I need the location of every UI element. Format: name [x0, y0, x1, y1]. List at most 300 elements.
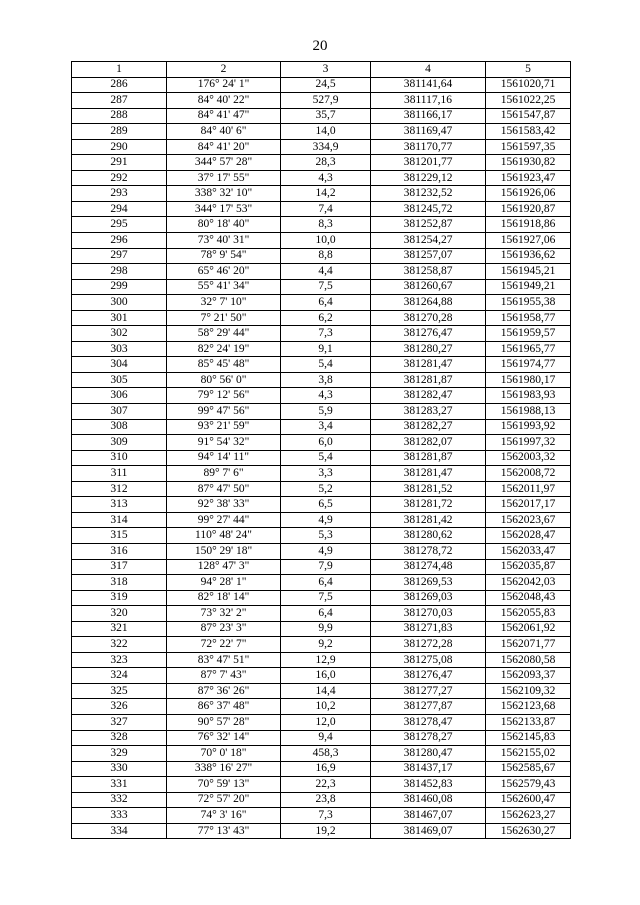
- table-cell: 324: [72, 668, 167, 684]
- table-cell: 381245,72: [371, 201, 486, 217]
- table-cell: 381270,28: [371, 310, 486, 326]
- table-cell: 6,2: [281, 310, 371, 326]
- table-cell: 92° 38' 33": [167, 497, 281, 513]
- table-cell: 381258,87: [371, 264, 486, 280]
- table-cell: 381437,17: [371, 761, 486, 777]
- table-cell: 89° 7' 6": [167, 466, 281, 482]
- table-cell: 35,7: [281, 108, 371, 124]
- table-cell: 1562579,43: [486, 777, 571, 793]
- table-cell: 338° 32' 10": [167, 186, 281, 202]
- table-cell: 381229,12: [371, 170, 486, 186]
- table-cell: 7,3: [281, 326, 371, 342]
- table-row: [72, 528, 571, 544]
- table-cell: 4,4: [281, 264, 371, 280]
- table-cell: 381260,67: [371, 279, 486, 295]
- table-cell: 3,8: [281, 372, 371, 388]
- table-cell: 381280,27: [371, 341, 486, 357]
- table-row: [72, 264, 571, 280]
- table-cell: 381277,87: [371, 699, 486, 715]
- table-cell: 334,9: [281, 139, 371, 155]
- table-cell: 23,8: [281, 792, 371, 808]
- table-cell: 309: [72, 435, 167, 451]
- table-row: [72, 295, 571, 311]
- table-cell: 87° 36' 26": [167, 683, 281, 699]
- table-cell: 381281,52: [371, 481, 486, 497]
- table-cell: 99° 27' 44": [167, 512, 281, 528]
- table-cell: 329: [72, 746, 167, 762]
- table-row: [72, 808, 571, 824]
- table-cell: 381281,47: [371, 466, 486, 482]
- table-cell: 331: [72, 777, 167, 793]
- table-cell: 313: [72, 497, 167, 513]
- table-cell: 296: [72, 233, 167, 249]
- table-cell: 381281,87: [371, 372, 486, 388]
- table-row: [72, 186, 571, 202]
- table-cell: 316: [72, 543, 167, 559]
- table-cell: 381170,77: [371, 139, 486, 155]
- table-row: [72, 777, 571, 793]
- table-cell: 303: [72, 341, 167, 357]
- table-row: [72, 543, 571, 559]
- table-cell: 381280,62: [371, 528, 486, 544]
- table-cell: 294: [72, 201, 167, 217]
- table-cell: 1561547,87: [486, 108, 571, 124]
- table-cell: 94° 14' 11": [167, 450, 281, 466]
- table-cell: 110° 48' 24": [167, 528, 281, 544]
- table-cell: 9,4: [281, 730, 371, 746]
- table-cell: 7° 21' 50": [167, 310, 281, 326]
- table-cell: 288: [72, 108, 167, 124]
- table-cell: 1562048,43: [486, 590, 571, 606]
- table-cell: 1561923,47: [486, 170, 571, 186]
- column-header: 2: [167, 62, 281, 78]
- table-body: [72, 77, 571, 839]
- table-cell: 1561945,21: [486, 264, 571, 280]
- header-row: [72, 62, 571, 78]
- table-cell: 78° 9' 54": [167, 248, 281, 264]
- table-row: [72, 124, 571, 140]
- table-cell: 8,3: [281, 217, 371, 233]
- table-cell: 1562042,03: [486, 575, 571, 591]
- table-row: [72, 637, 571, 653]
- table-row: [72, 730, 571, 746]
- table-cell: 6,0: [281, 435, 371, 451]
- table-cell: 14,0: [281, 124, 371, 140]
- table-row: [72, 792, 571, 808]
- table-cell: 381254,27: [371, 233, 486, 249]
- table-cell: 381467,07: [371, 808, 486, 824]
- table-cell: 65° 46' 20": [167, 264, 281, 280]
- table-cell: 22,3: [281, 777, 371, 793]
- table-cell: 1561993,92: [486, 419, 571, 435]
- table-cell: 6,4: [281, 606, 371, 622]
- table-cell: 1561597,35: [486, 139, 571, 155]
- table-cell: 6,4: [281, 295, 371, 311]
- table-cell: 1562109,32: [486, 683, 571, 699]
- table-row: [72, 590, 571, 606]
- table-cell: 344° 57' 28": [167, 155, 281, 171]
- table-cell: 1562155,02: [486, 746, 571, 762]
- table-cell: 1562630,27: [486, 823, 571, 839]
- table-cell: 84° 41' 20": [167, 139, 281, 155]
- table-cell: 7,5: [281, 590, 371, 606]
- table-cell: 458,3: [281, 746, 371, 762]
- table-cell: 301: [72, 310, 167, 326]
- table-header: [72, 62, 571, 78]
- table-cell: 73° 40' 31": [167, 233, 281, 249]
- table-cell: 381201,77: [371, 155, 486, 171]
- table-cell: 84° 40' 22": [167, 93, 281, 109]
- table-cell: 1562071,77: [486, 637, 571, 653]
- table-cell: 16,9: [281, 761, 371, 777]
- table-cell: 381272,28: [371, 637, 486, 653]
- coordinates-table: [71, 61, 571, 839]
- page-number: 20: [312, 38, 328, 54]
- table-cell: 1562585,67: [486, 761, 571, 777]
- table-cell: 79° 12' 56": [167, 388, 281, 404]
- table-cell: 304: [72, 357, 167, 373]
- table-cell: 314: [72, 512, 167, 528]
- table-cell: 1562023,67: [486, 512, 571, 528]
- table-cell: 381271,83: [371, 621, 486, 637]
- table-cell: 291: [72, 155, 167, 171]
- table-cell: 10,2: [281, 699, 371, 715]
- table-cell: 381282,27: [371, 419, 486, 435]
- table-cell: 305: [72, 372, 167, 388]
- table-cell: 381282,47: [371, 388, 486, 404]
- table-cell: 1562123,68: [486, 699, 571, 715]
- table-cell: 325: [72, 683, 167, 699]
- table-cell: 381280,47: [371, 746, 486, 762]
- table-cell: 74° 3' 16": [167, 808, 281, 824]
- table-cell: 85° 45' 48": [167, 357, 281, 373]
- table-cell: 1562145,83: [486, 730, 571, 746]
- table-cell: 1561997,32: [486, 435, 571, 451]
- table-cell: 5,2: [281, 481, 371, 497]
- table-cell: 381166,17: [371, 108, 486, 124]
- table-cell: 87° 47' 50": [167, 481, 281, 497]
- table-cell: 10,0: [281, 233, 371, 249]
- table-cell: 1562055,83: [486, 606, 571, 622]
- table-cell: 300: [72, 295, 167, 311]
- table-cell: 381232,52: [371, 186, 486, 202]
- table-cell: 299: [72, 279, 167, 295]
- table-cell: 318: [72, 575, 167, 591]
- table-cell: 1561949,21: [486, 279, 571, 295]
- table-cell: 1562623,27: [486, 808, 571, 824]
- table-row: [72, 341, 571, 357]
- table-cell: 12,0: [281, 714, 371, 730]
- table-cell: 295: [72, 217, 167, 233]
- table-cell: 381117,16: [371, 93, 486, 109]
- table-cell: 286: [72, 77, 167, 93]
- table-cell: 381257,07: [371, 248, 486, 264]
- table-cell: 1561918,86: [486, 217, 571, 233]
- table-cell: 527,9: [281, 93, 371, 109]
- table-cell: 1561936,62: [486, 248, 571, 264]
- table-row: [72, 310, 571, 326]
- table-cell: 307: [72, 404, 167, 420]
- table-cell: 1561926,06: [486, 186, 571, 202]
- table-cell: 1561980,17: [486, 372, 571, 388]
- table-cell: 292: [72, 170, 167, 186]
- table-cell: 5,4: [281, 450, 371, 466]
- table-cell: 381141,64: [371, 77, 486, 93]
- table-cell: 381281,87: [371, 450, 486, 466]
- table-cell: 7,5: [281, 279, 371, 295]
- table-cell: 381277,27: [371, 683, 486, 699]
- table-cell: 1561930,82: [486, 155, 571, 171]
- table-cell: 332: [72, 792, 167, 808]
- table-cell: 381469,07: [371, 823, 486, 839]
- table-cell: 381274,48: [371, 559, 486, 575]
- table-cell: 1562061,92: [486, 621, 571, 637]
- table-cell: 381278,47: [371, 714, 486, 730]
- table-cell: 306: [72, 388, 167, 404]
- table-cell: 72° 57' 20": [167, 792, 281, 808]
- table-row: [72, 699, 571, 715]
- column-header: 1: [72, 62, 167, 78]
- table-cell: 4,9: [281, 543, 371, 559]
- table-cell: 1562008,72: [486, 466, 571, 482]
- table-cell: 381281,72: [371, 497, 486, 513]
- table-cell: 1561959,57: [486, 326, 571, 342]
- table-cell: 7,4: [281, 201, 371, 217]
- table-cell: 1561955,38: [486, 295, 571, 311]
- table-cell: 319: [72, 590, 167, 606]
- table-cell: 3,4: [281, 419, 371, 435]
- table-cell: 70° 59' 13": [167, 777, 281, 793]
- table-cell: 58° 29' 44": [167, 326, 281, 342]
- table-row: [72, 77, 571, 93]
- table-cell: 4,3: [281, 170, 371, 186]
- table-cell: 322: [72, 637, 167, 653]
- table-cell: 311: [72, 466, 167, 482]
- table-row: [72, 823, 571, 839]
- table-cell: 9,2: [281, 637, 371, 653]
- table-row: [72, 450, 571, 466]
- table-cell: 8,8: [281, 248, 371, 264]
- table-cell: 9,9: [281, 621, 371, 637]
- table-cell: 70° 0' 18": [167, 746, 281, 762]
- table-row: [72, 217, 571, 233]
- table-cell: 381269,03: [371, 590, 486, 606]
- table-cell: 37° 17' 55": [167, 170, 281, 186]
- table-cell: 82° 24' 19": [167, 341, 281, 357]
- table-cell: 381276,47: [371, 326, 486, 342]
- table-cell: 381275,08: [371, 652, 486, 668]
- table-cell: 14,4: [281, 683, 371, 699]
- table-row: [72, 248, 571, 264]
- column-header: 4: [371, 62, 486, 78]
- table-cell: 302: [72, 326, 167, 342]
- table-cell: 381264,88: [371, 295, 486, 311]
- table-row: [72, 279, 571, 295]
- table-cell: 297: [72, 248, 167, 264]
- table-cell: 7,9: [281, 559, 371, 575]
- table-row: [72, 170, 571, 186]
- table-cell: 1561927,06: [486, 233, 571, 249]
- table-cell: 1562033,47: [486, 543, 571, 559]
- table-cell: 150° 29' 18": [167, 543, 281, 559]
- table-cell: 5,3: [281, 528, 371, 544]
- table-cell: 7,3: [281, 808, 371, 824]
- table-cell: 1562600,47: [486, 792, 571, 808]
- table-row: [72, 466, 571, 482]
- table-cell: 82° 18' 14": [167, 590, 281, 606]
- table-cell: 4,3: [281, 388, 371, 404]
- table-cell: 381169,47: [371, 124, 486, 140]
- table-cell: 77° 13' 43": [167, 823, 281, 839]
- table-row: [72, 372, 571, 388]
- table-cell: 80° 56' 0": [167, 372, 281, 388]
- table-cell: 381278,72: [371, 543, 486, 559]
- table-cell: 1562093,37: [486, 668, 571, 684]
- table-cell: 91° 54' 32": [167, 435, 281, 451]
- table-cell: 315: [72, 528, 167, 544]
- table-row: [72, 746, 571, 762]
- table-row: [72, 419, 571, 435]
- table-cell: 1561583,42: [486, 124, 571, 140]
- table-cell: 381281,47: [371, 357, 486, 373]
- table-cell: 1562035,87: [486, 559, 571, 575]
- table-row: [72, 201, 571, 217]
- table-cell: 1561958,77: [486, 310, 571, 326]
- table-row: [72, 761, 571, 777]
- column-header: 5: [486, 62, 571, 78]
- table-row: [72, 388, 571, 404]
- table-cell: 12,9: [281, 652, 371, 668]
- table-cell: 3,3: [281, 466, 371, 482]
- table-row: [72, 233, 571, 249]
- table-row: [72, 575, 571, 591]
- table-cell: 1561988,13: [486, 404, 571, 420]
- table-cell: 72° 22' 7": [167, 637, 281, 653]
- table-cell: 76° 32' 14": [167, 730, 281, 746]
- table-cell: 1561020,71: [486, 77, 571, 93]
- table-cell: 1562133,87: [486, 714, 571, 730]
- table-cell: 128° 47' 3": [167, 559, 281, 575]
- table-row: [72, 512, 571, 528]
- table-cell: 16,0: [281, 668, 371, 684]
- table-cell: 80° 18' 40": [167, 217, 281, 233]
- table-row: [72, 652, 571, 668]
- table-cell: 310: [72, 450, 167, 466]
- table-cell: 5,9: [281, 404, 371, 420]
- table-row: [72, 497, 571, 513]
- table-cell: 1561974,77: [486, 357, 571, 373]
- table-cell: 1561920,87: [486, 201, 571, 217]
- table-cell: 73° 32' 2": [167, 606, 281, 622]
- table-cell: 290: [72, 139, 167, 155]
- table-row: [72, 326, 571, 342]
- table-row: [72, 606, 571, 622]
- table-cell: 14,2: [281, 186, 371, 202]
- table-row: [72, 481, 571, 497]
- table-cell: 381460,08: [371, 792, 486, 808]
- table-cell: 1562011,97: [486, 481, 571, 497]
- table-cell: 6,4: [281, 575, 371, 591]
- table-row: [72, 93, 571, 109]
- table-cell: 1562080,58: [486, 652, 571, 668]
- table-cell: 83° 47' 51": [167, 652, 281, 668]
- table-cell: 55° 41' 34": [167, 279, 281, 295]
- table-cell: 381282,07: [371, 435, 486, 451]
- table-cell: 381278,27: [371, 730, 486, 746]
- table-row: [72, 139, 571, 155]
- table-cell: 93° 21' 59": [167, 419, 281, 435]
- table-cell: 4,9: [281, 512, 371, 528]
- table-cell: 99° 47' 56": [167, 404, 281, 420]
- table-row: [72, 435, 571, 451]
- table-row: [72, 404, 571, 420]
- table-cell: 338° 16' 27": [167, 761, 281, 777]
- table-cell: 6,5: [281, 497, 371, 513]
- table-cell: 321: [72, 621, 167, 637]
- table-cell: 1561022,25: [486, 93, 571, 109]
- table-cell: 84° 41' 47": [167, 108, 281, 124]
- table-cell: 323: [72, 652, 167, 668]
- table-cell: 381281,42: [371, 512, 486, 528]
- table-cell: 24,5: [281, 77, 371, 93]
- table-cell: 176° 24' 1": [167, 77, 281, 93]
- table-cell: 298: [72, 264, 167, 280]
- column-header: 3: [281, 62, 371, 78]
- table-cell: 381270,03: [371, 606, 486, 622]
- table-cell: 84° 40' 6": [167, 124, 281, 140]
- table-cell: 327: [72, 714, 167, 730]
- table-row: [72, 714, 571, 730]
- table-cell: 5,4: [281, 357, 371, 373]
- table-row: [72, 668, 571, 684]
- table-row: [72, 683, 571, 699]
- table-row: [72, 559, 571, 575]
- table-cell: 320: [72, 606, 167, 622]
- table-cell: 293: [72, 186, 167, 202]
- table-cell: 381283,27: [371, 404, 486, 420]
- table-cell: 381252,87: [371, 217, 486, 233]
- table-cell: 308: [72, 419, 167, 435]
- table-row: [72, 108, 571, 124]
- table-cell: 87° 23' 3": [167, 621, 281, 637]
- table-cell: 289: [72, 124, 167, 140]
- table-cell: 312: [72, 481, 167, 497]
- table-cell: 381276,47: [371, 668, 486, 684]
- table-cell: 9,1: [281, 341, 371, 357]
- table-cell: 328: [72, 730, 167, 746]
- table-cell: 94° 28' 1": [167, 575, 281, 591]
- table-cell: 287: [72, 93, 167, 109]
- table-cell: 381452,83: [371, 777, 486, 793]
- table-cell: 344° 17' 53": [167, 201, 281, 217]
- table-cell: 334: [72, 823, 167, 839]
- table-cell: 317: [72, 559, 167, 575]
- table-cell: 1561983,93: [486, 388, 571, 404]
- table-cell: 1562017,17: [486, 497, 571, 513]
- table-cell: 90° 57' 28": [167, 714, 281, 730]
- table-cell: 326: [72, 699, 167, 715]
- table-cell: 86° 37' 48": [167, 699, 281, 715]
- table-cell: 333: [72, 808, 167, 824]
- table-cell: 1562003,32: [486, 450, 571, 466]
- table-cell: 32° 7' 10": [167, 295, 281, 311]
- table-cell: 28,3: [281, 155, 371, 171]
- table-cell: 381269,53: [371, 575, 486, 591]
- table-cell: 330: [72, 761, 167, 777]
- table-cell: 1561965,77: [486, 341, 571, 357]
- table-row: [72, 155, 571, 171]
- table-cell: 87° 7' 43": [167, 668, 281, 684]
